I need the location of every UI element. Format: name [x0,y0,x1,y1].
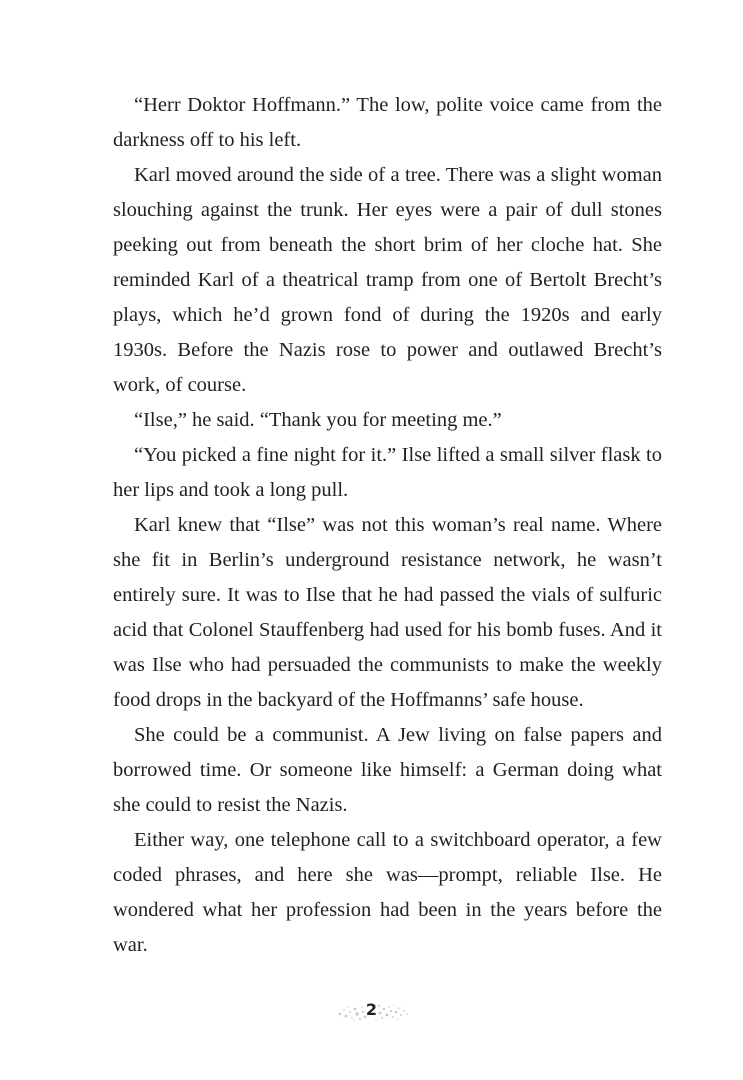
body-text [113,88,662,963]
paragraph: Karl moved around the side of a tree. There was a slight woman slouching against the trunk. Her eyes were a pair of dull stones peeking out from beneath the short brim of her cloche hat. She reminded Karl of a theatrical tramp from one of Bertolt Brecht’s plays, which he’d grown fond of during the 1920s and early 1930s. Before the Nazis rose to power and outlawed Brecht’s work, of course. [113,164,662,396]
page-number-badge [332,998,412,1024]
paragraph: “Ilse,” he said. “Thank you for meeting me.” [134,409,502,431]
paragraph: Karl knew that “Ilse” was not this woman’s real name. Where she fit in Berlin’s underground resistance network, he wasn’t entirely sure. It was to Ilse that he had passed the vials of sulfuric acid that Colonel Stauffenberg had used for his bomb fuses. And it was Ilse who had persuaded the communists to make the weekly food drops in the backyard of the Hoffmanns’ safe house. [113,514,662,711]
paragraph: “Herr Doktor Hoffmann.” The low, polite voice came from the darkness off to his left. [113,94,662,151]
paragraph: Either way, one telephone call to a switchboard operator, a few coded phrases, and here she was—prompt, reliable Ilse. He wondered what her profession had been in the years before the war. [113,829,662,956]
paragraph: She could be a communist. A Jew living on false papers and borrowed time. Or someone like himself: a German doing what she could to resist the Nazis. [113,724,662,816]
page-number: 2 [365,1000,378,1019]
paragraph: “You picked a fine night for it.” Ilse lifted a small silver flask to her lips and took a long pull. [113,444,662,501]
page-footer [0,998,743,1030]
